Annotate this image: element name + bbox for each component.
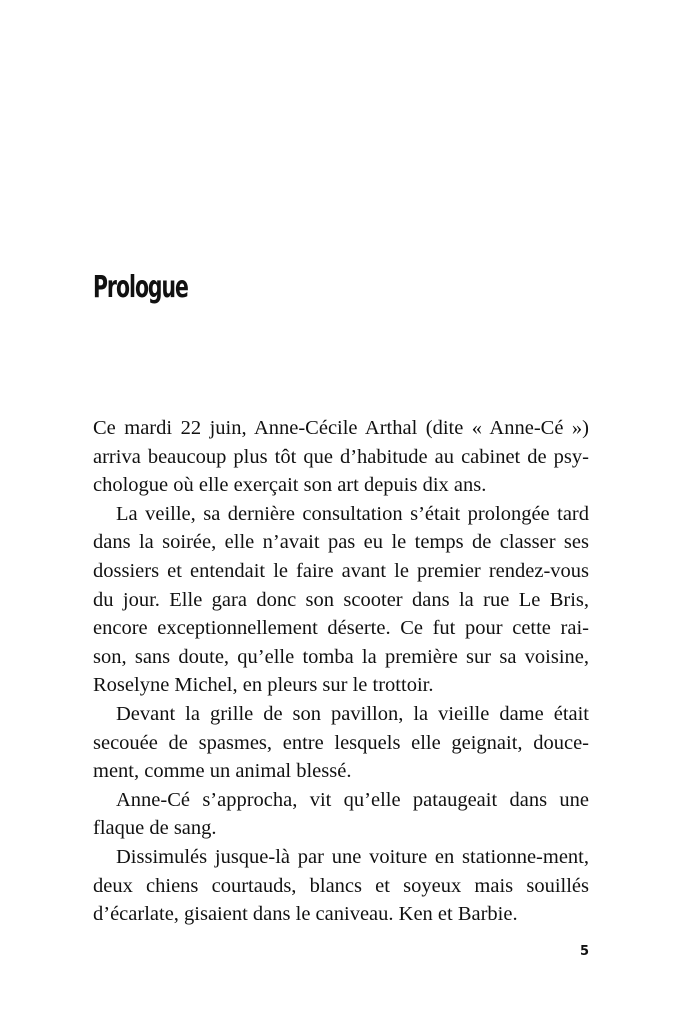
page-number: 5	[579, 944, 589, 959]
paragraph: Devant la grille de son pavillon, la vieille dame était secouée de spasmes, entre lesquels elle geignait, douce-ment, comme un animal blessé.	[93, 702, 589, 783]
paragraph: La veille, sa dernière consultation s’était prolongée tard dans la soirée, elle n’avait pas eu le temps de classer ses dossiers et entendait le faire avant le premier rendez-vous du jour. Elle gara donc son scooter dans la rue Le Bris, encore exceptionnellement déserte. Ce fut pour cette rai-son, sans doute, qu’elle tomba la première sur sa voisine, Roselyne Michel, en pleurs sur le trottoir.	[93, 502, 589, 697]
chapter-body	[93, 414, 589, 929]
paragraph: Anne-Cé s’approcha, vit qu’elle pataugeait dans une flaque de sang.	[93, 788, 589, 840]
paragraph: Dissimulés jusque-là par une voiture en stationne-ment, deux chiens courtauds, blancs et soyeux mais souillés d’écarlate, gisaient dans le caniveau. Ken et Barbie.	[93, 845, 589, 926]
paragraph: Ce mardi 22 juin, Anne-Cécile Arthal (dite « Anne-Cé ») arriva beaucoup plus tôt que d’habitude au cabinet de psy-chologue où elle exerçait son art depuis dix ans.	[93, 417, 589, 497]
chapter-title: Prologue	[93, 270, 188, 305]
